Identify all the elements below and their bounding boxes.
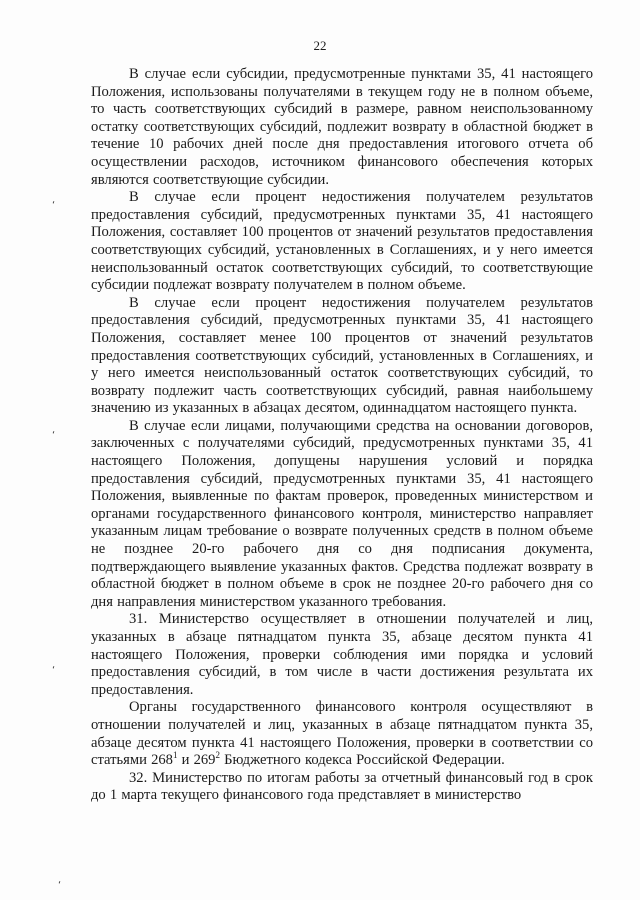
scan-mark: ‘ — [52, 430, 56, 441]
page-number: 22 — [313, 38, 327, 53]
superscript-2: 2 — [215, 750, 220, 761]
paragraph-partial-non-achievement: В случае если процент недостижения получателем результатов предоставления субсидий, предусмотренных пунктами 35, 41 настоящего Положения, составляет менее 100 процентов от значений результатов предоставления соответствующих субсидий, установленных в Соглашениях, и у него имеется неиспользованный остаток соответствующих субсидий, то возврату подлежит часть соответствующих субсидий, равная наибольшему значению из указанных в абзацах десятом, одиннадцатом настоящего пункта. — [91, 294, 593, 417]
paragraph-item-31: 31. Министерство осуществляет в отношении получателей и лиц, указанных в абзаце пятнадцатом пункта 35, абзаце десятом пункта 41 настоящего Положения, проверки соблюдения ими порядка и условий предоставления субсидий, в том числе в части достижения результата их предоставления. — [91, 611, 593, 698]
paragraph-subsidy-partial-use: В случае если субсидии, предусмотренные пунктами 35, 41 настоящего Положения, использованы получателями в текущем году не в полном объеме, то часть соответствующих субсидий в размере, равном неиспользованному остатку соответствующих субсидий, подлежит возврату в областной бюджет в течение 10 рабочих дней после дня предоставления итогового отчета об осуществлении расходов, источником финансового обеспечения которых являются соответствующие субсидии. — [91, 66, 593, 188]
scan-mark: ‘ — [52, 665, 56, 676]
scan-mark: ‘ — [58, 880, 62, 891]
paragraph-financial-control-text-2: и 269 — [177, 752, 216, 769]
paragraph-financial-control-text-3: Бюджетного кодекса Российской Федерации. — [219, 752, 505, 769]
paragraph-financial-control — [91, 699, 593, 769]
document-body — [91, 66, 593, 805]
paragraph-contract-violations: В случае если лицами, получающими средства на основании договоров, заключенных с получателями субсидий, предусмотренных пунктами 35, 41 настоящего Положения, допущены нарушения условий и порядка предоставления субсидий, предусмотренных пунктами 35, 41 настоящего Положения, выявленные по фактам проверок, проведенных министерством и органами государственного финансового контроля, министерство направляет указанным лицам требование о возврате полученных средств в полном объеме не позднее 20-го рабочего дня со дня подписания документа, подтверждающего выявление указанных фактов. Средства подлежат возврату в областной бюджет в полном объеме в срок не позднее 20-го рабочего дня со дня направления министерством указанного требования. — [91, 417, 593, 610]
paragraph-item-32: 32. Министерство по итогам работы за отчетный финансовый год в срок до 1 марта текущего финансового года представляет в министерство — [91, 769, 593, 804]
paragraph-full-non-achievement: В случае если процент недостижения получателем результатов предоставления субсидий, предусмотренных пунктами 35, 41 настоящего Положения, составляет 100 процентов от значений результатов предоставления соответствующих субсидий, установленных в Соглашениях, и у него имеется неиспользованный остаток соответствующих субсидий, то соответствующие субсидии подлежат возврату получателем в полном объеме. — [91, 189, 593, 294]
superscript-1: 1 — [172, 750, 178, 761]
paragraph-financial-control-text-1: Органы государственного финансового контроля осуществляют в отношении получателей и лиц, указанных в абзаце пятнадцатом пункта 35, абзаце десятом пункта 41 настоящего Положения, проверки в соответствии со статьями 268 — [91, 699, 593, 769]
scan-mark: ‘ — [52, 200, 56, 211]
